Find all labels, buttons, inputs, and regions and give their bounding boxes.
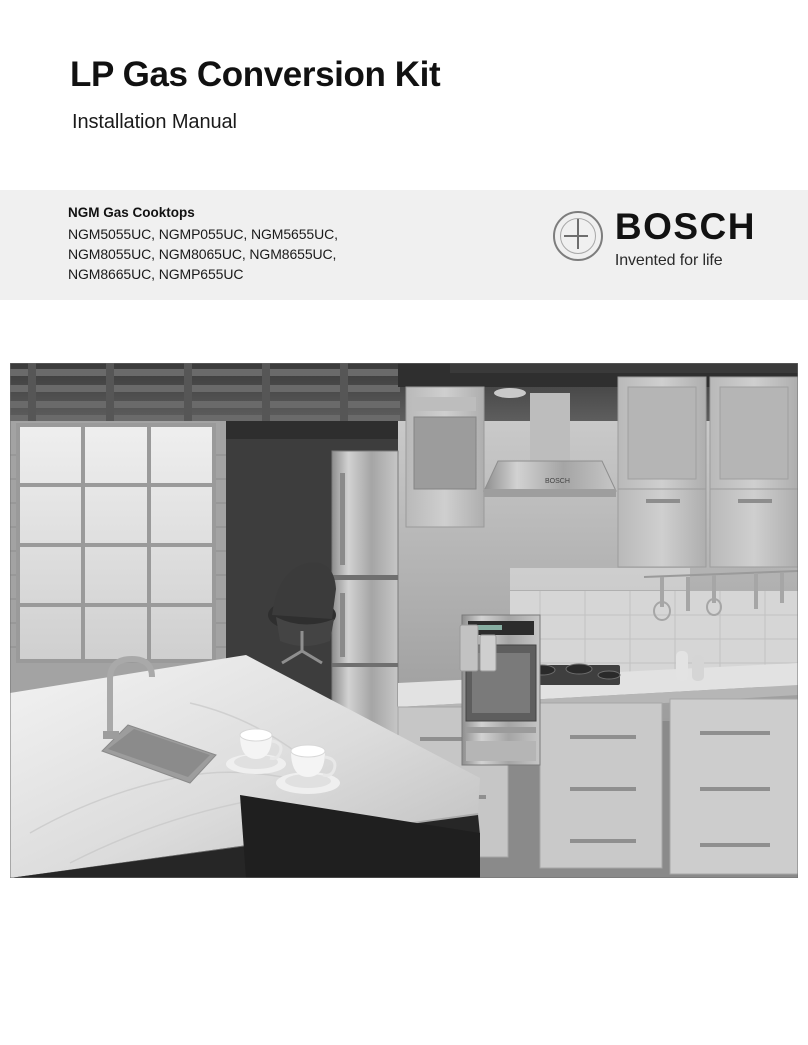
model-list-line: NGM5055UC, NGMP055UC, NGM5655UC, bbox=[68, 226, 338, 243]
kitchen-cover-photo bbox=[10, 363, 798, 878]
title-block bbox=[70, 56, 440, 134]
model-list-line: NGM8665UC, NGMP655UC bbox=[68, 265, 244, 282]
bosch-circle-icon bbox=[553, 211, 603, 261]
brand-tagline: Invented for life bbox=[614, 252, 723, 269]
brand-name: BOSCH bbox=[614, 206, 756, 247]
model-list-heading: NGM Gas Cooktops bbox=[68, 205, 195, 220]
svg-text:BOSCH: BOSCH bbox=[545, 478, 570, 485]
page-title: LP Gas Conversion Kit bbox=[70, 55, 441, 94]
kitchen-illustration bbox=[10, 363, 798, 878]
page-subtitle: Installation Manual bbox=[72, 110, 237, 133]
model-list-line: NGM8055UC, NGM8065UC, NGM8655UC, bbox=[68, 246, 337, 263]
model-list bbox=[68, 203, 338, 285]
bosch-logo bbox=[553, 208, 756, 270]
